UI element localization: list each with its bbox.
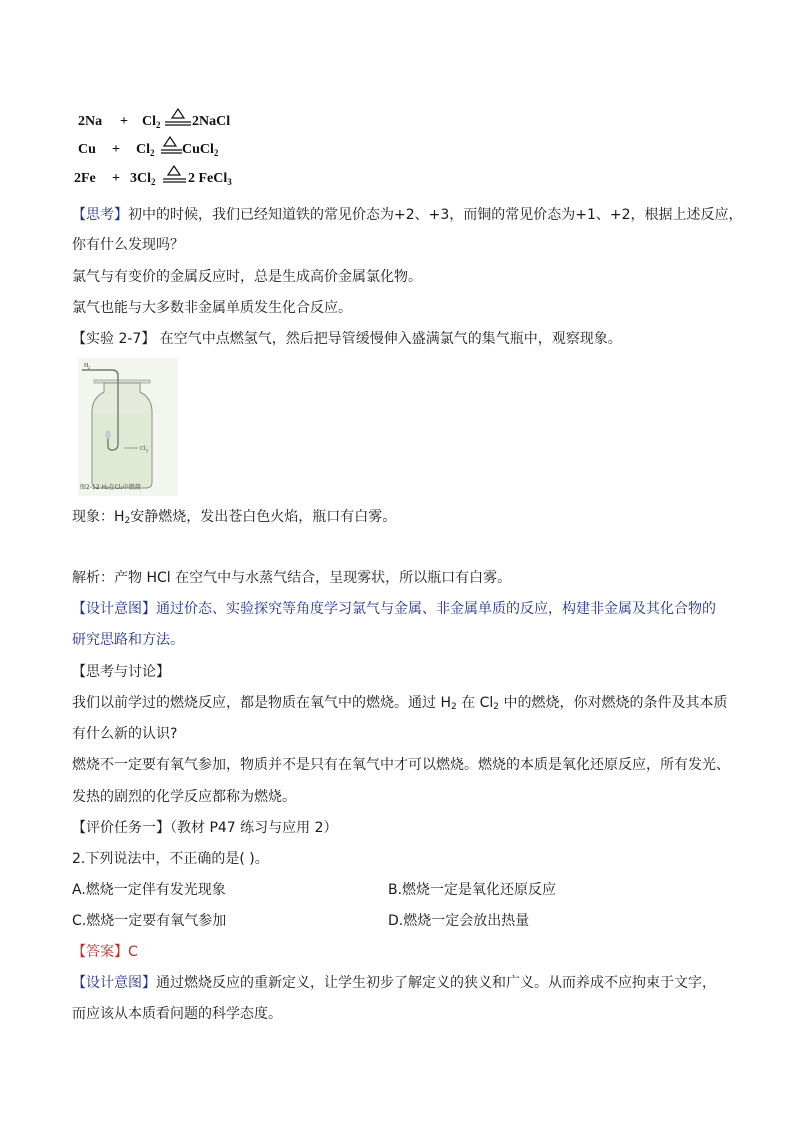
- equation-cu-cl: [74, 136, 274, 162]
- experiment-tag: 【实验 2-7】: [72, 331, 156, 347]
- option-a: A.燃烧一定伴有发光现象: [72, 882, 226, 898]
- options-row-2: [72, 911, 530, 931]
- option-b: B.燃烧一定是氧化还原反应: [388, 882, 557, 898]
- evaluation-task-tag: 【评价任务一】: [72, 820, 170, 836]
- design-intent-tag: 【设计意图】: [72, 975, 156, 991]
- reactant-1: 2Na: [78, 114, 103, 129]
- product: 2 FeCl$_3$: [188, 171, 232, 187]
- svg-text:2: 2: [146, 448, 148, 453]
- think-line-1: [72, 205, 743, 225]
- think-question: 初中的时候，我们已经知道铁的常见价态为+2、+3，而铜的常见价态为+1、+2，根据上述反应，: [128, 207, 743, 223]
- discussion-question-1: 我们以前学过的燃烧反应，都是物质在氧气中的燃烧。通过 $H_2$ 在 $Cl_2$ 中的燃烧，你对燃烧的条件及其本质: [72, 695, 728, 712]
- options-row-1: [72, 880, 557, 900]
- design-intent-1-line-1: 【设计意图】通过价态、实验探究等角度学习氯气与金属、非金属单质的反应，构建非金属及其化合物的: [72, 601, 716, 617]
- figure-cl2-label: Cl: [140, 446, 146, 452]
- option-d: D.燃烧一定会放出热量: [388, 913, 530, 929]
- design-intent-2-line-2: 而应该从本质看问题的科学态度。: [72, 1006, 282, 1022]
- figure-h2-label: H: [84, 363, 89, 369]
- answer-tag: 【答案】: [72, 944, 128, 960]
- product: CuCl$_2$: [182, 142, 219, 158]
- discussion-answer-1: 燃烧不一定要有氧气参加，物质并不是只有在氧气中才可以燃烧。燃烧的本质是氧化还原反应，所有发光、: [72, 757, 730, 773]
- heat-condition-arrow: [164, 108, 192, 130]
- question-line: 2.下列说法中，不正确的是( )。: [72, 851, 269, 867]
- heat-condition-arrow: [162, 165, 190, 187]
- analysis-line: 解析：产物 HCl 在空气中与水蒸气结合，呈现雾状，所以瓶口有白雾。: [72, 570, 512, 586]
- plus-sign: +: [112, 142, 120, 157]
- discussion-question-2: 有什么新的认识?: [72, 726, 178, 742]
- reactant-2: $Cl_2$: [142, 114, 161, 130]
- discussion-answer-2: 发热的剧烈的化学反应都称为燃烧。: [72, 789, 296, 805]
- reactant-1: Cu: [78, 142, 96, 157]
- reactant-1: 2Fe: [74, 171, 96, 186]
- svg-text:2: 2: [88, 365, 90, 370]
- product: 2NaCl: [192, 114, 231, 129]
- reactant-2: $Cl_2$: [136, 142, 155, 158]
- design-intent-1-line-2: 研究思路和方法。: [72, 632, 184, 648]
- design-intent-tag: 【设计意图】: [72, 601, 156, 617]
- discussion-tag: 【思考与讨论】: [72, 664, 170, 680]
- equation-fe-cl: [74, 165, 294, 191]
- think-tag: 【思考】: [72, 207, 128, 223]
- experiment-line: [72, 329, 622, 349]
- think-answer-1: 氯气与有变价的金属反应时，总是生成高价金属氯化物。: [72, 269, 422, 285]
- equation-na-cl: [74, 108, 274, 134]
- think-line-2: 你有什么发现吗？: [72, 237, 184, 253]
- gas-bottle-figure: [78, 358, 178, 496]
- answer-value: C: [128, 944, 138, 960]
- plus-sign: +: [120, 114, 128, 129]
- evaluation-task-line: 【评价任务一】（教材 P47 练习与应用 2）: [72, 820, 338, 836]
- phenomenon-line: 现象：$H_2$安静燃烧，发出苍白色火焰，瓶口有白雾。: [72, 509, 397, 526]
- answer-line: [72, 942, 138, 962]
- option-c: C.燃烧一定要有氧气参加: [72, 913, 227, 929]
- reactant-2: $3Cl_2$: [130, 171, 156, 187]
- design-intent-2-line-1: 【设计意图】通过燃烧反应的重新定义，让学生初步了解定义的狭义和广义。从而养成不应拘束于文字，: [72, 975, 716, 991]
- plus-sign: +: [112, 171, 120, 186]
- experiment-text: 在空气中点燃氢气，然后把导管缓慢伸入盛满氯气的集气瓶中，观察现象。: [155, 331, 622, 347]
- figure-caption: 图2-12 H₂在Cl₂中燃烧: [80, 484, 141, 491]
- think-answer-2: 氯气也能与大多数非金属单质发生化合反应。: [72, 300, 352, 316]
